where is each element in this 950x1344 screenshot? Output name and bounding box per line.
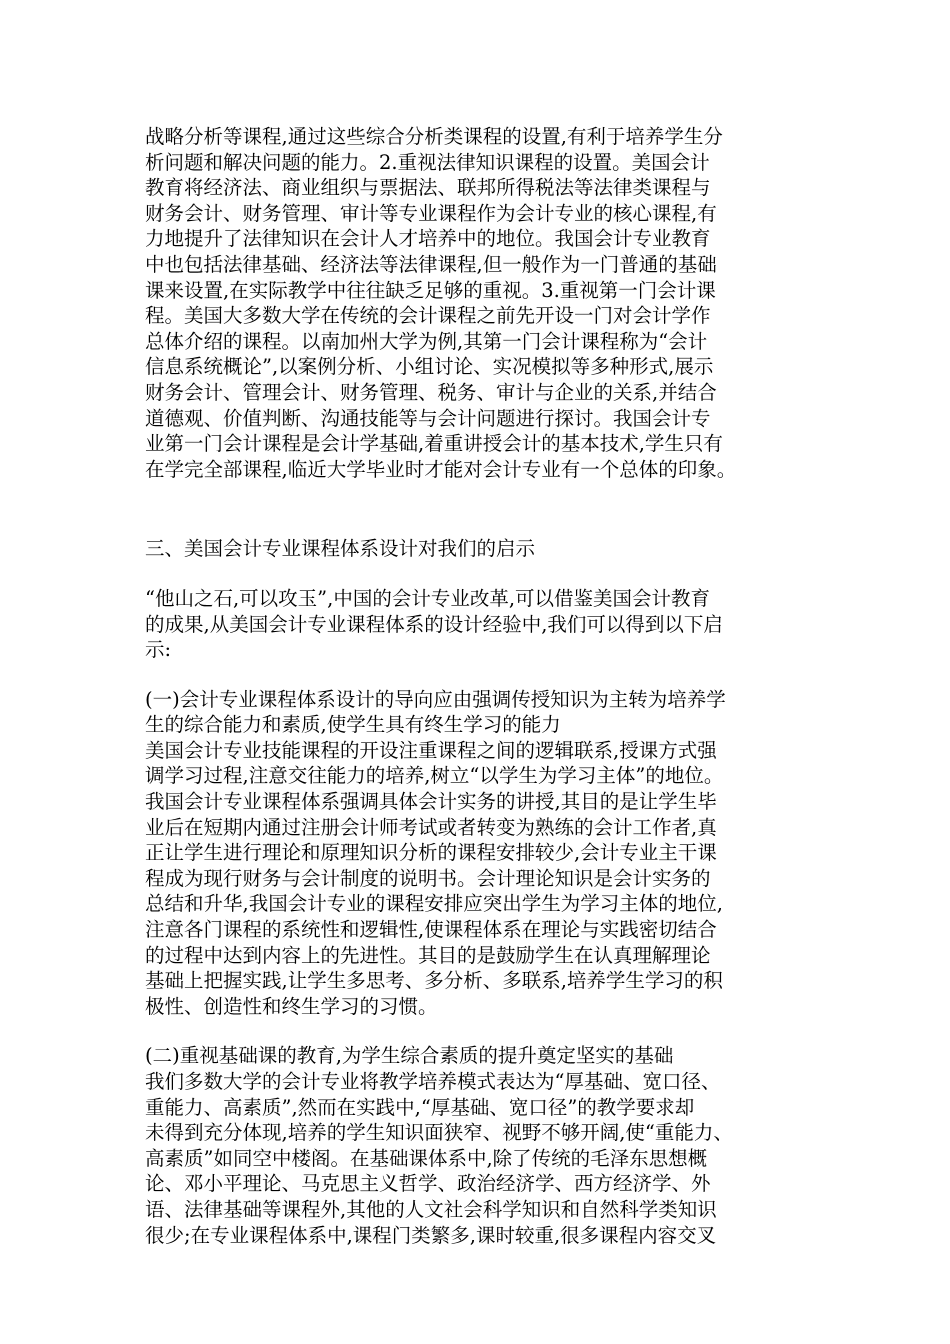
- text-line: 注意各门课程的系统性和逻辑性,使课程体系在理论与实践密切结合: [145, 918, 717, 942]
- intro-paragraph: [145, 586, 827, 663]
- text-line: 力地提升了法律知识在会计人才培养中的地位。我国会计专业教育: [145, 227, 711, 251]
- spacer: [145, 562, 827, 586]
- text-line: 教育将经济法、商业组织与票据法、联邦所得税法等法律类课程与: [145, 176, 711, 200]
- paragraph-skills-courses: [145, 738, 827, 1020]
- text-line: 中也包括法律基础、经济法等法律课程,但一般作为一门普通的基础: [145, 252, 717, 276]
- text-line: 业后在短期内通过注册会计师考试或者转变为熟练的会计工作者,真: [145, 815, 717, 839]
- text-line: 程。美国大多数大学在传统的会计课程之前先开设一门对会计学作: [145, 304, 711, 328]
- text-line: 道德观、价值判断、沟通技能等与会计问题进行探讨。我国会计专: [145, 406, 711, 430]
- text-line: 信息系统概论”,以案例分析、小组讨论、实况模拟等多种形式,展示: [145, 355, 714, 379]
- text-line: 总结和升华,我国会计专业的课程安排应突出学生为学习主体的地位,: [145, 892, 723, 916]
- text-line: 我国会计专业课程体系强调具体会计实务的讲授,其目的是让学生毕: [145, 790, 717, 814]
- text-line: 总体介绍的课程。以南加州大学为例,其第一门会计课程称为“会计: [145, 329, 708, 353]
- section-heading-text: 三、美国会计专业课程体系设计对我们的启示: [145, 537, 536, 561]
- text-line: 的成果,从美国会计专业课程体系的设计经验中,我们可以得到以下启: [145, 612, 723, 636]
- text-line: 未得到充分体现,培养的学生知识面狭窄、视野不够开阔,使“重能力、: [145, 1121, 733, 1145]
- text-line: 析问题和解决问题的能力。2.重视法律知识课程的设置。美国会计: [145, 150, 710, 174]
- text-line: 业第一门会计课程是会计学基础,着重讲授会计的基本技术,学生只有: [145, 432, 723, 456]
- text-line: 高素质”如同空中楼阁。在基础课体系中,除了传统的毛泽东思想概: [145, 1146, 708, 1170]
- section-heading: [145, 536, 827, 562]
- text-line: 财务会计、管理会计、财务管理、税务、审计与企业的关系,并结合: [145, 380, 717, 404]
- text-line: 正让学生进行理论和原理知识分析的课程安排较少,会计专业主干课: [145, 841, 717, 865]
- text-line: 财务会计、财务管理、审计等专业课程作为会计专业的核心课程,有: [145, 201, 717, 225]
- subheading-one: [145, 687, 827, 738]
- text-line: 示:: [145, 638, 172, 662]
- text-line: 战略分析等课程,通过这些综合分析类课程的设置,有利于培养学生分: [145, 125, 723, 148]
- text-line: 程成为现行财务与会计制度的说明书。会计理论知识是会计实务的: [145, 866, 711, 890]
- subheading-line: (二)重视基础课的教育,为学生综合素质的提升奠定坚实的基础: [145, 1044, 674, 1068]
- document-page: [145, 124, 827, 1248]
- spacer: [145, 482, 827, 536]
- text-line: 基础上把握实践,让学生多思考、多分析、多联系,培养学生学习的积: [145, 969, 723, 993]
- spacer: [145, 663, 827, 687]
- text-line: 我们多数大学的会计专业将教学培养模式表达为“厚基础、宽口径、: [145, 1070, 721, 1093]
- text-line: 在学完全部课程,临近大学毕业时才能对会计专业有一个总体的印象。: [145, 457, 737, 481]
- subheading-two: [145, 1043, 827, 1069]
- text-line: 美国会计专业技能课程的开设注重课程之间的逻辑联系,授课方式强: [145, 738, 717, 762]
- text-line: 课来设置,在实际教学中往往缺乏足够的重视。3.重视第一门会计课: [145, 278, 716, 302]
- paragraph-strategy-analysis: [145, 124, 827, 482]
- text-line: 论、邓小平理论、马克思主义哲学、政治经济学、西方经济学、外: [145, 1172, 711, 1196]
- text-line: 的过程中达到内容上的先进性。其目的是鼓励学生在认真理解理论: [145, 943, 711, 967]
- text-line: 重能力、高素质”,然而在实践中,“厚基础、宽口径”的教学要求却: [145, 1095, 695, 1119]
- subheading-line: (一)会计专业课程体系设计的导向应由强调传授知识为主转为培养学: [145, 687, 726, 711]
- paragraph-foundation-courses: [145, 1069, 827, 1248]
- text-line: 调学习过程,注意交往能力的培养,树立“以学生为学习主体”的地位。: [145, 764, 724, 788]
- subheading-line: 生的综合能力和素质,使学生具有终生学习的能力: [145, 713, 561, 737]
- spacer: [145, 1019, 827, 1043]
- text-line: 语、法律基础等课程外,其他的人文社会科学知识和自然科学类知识: [145, 1197, 717, 1221]
- text-line: 极性、创造性和终生学习的习惯。: [145, 994, 438, 1018]
- text-line: 很少;在专业课程体系中,课程门类繁多,课时较重,很多课程内容交叉: [145, 1223, 717, 1247]
- text-line: “他山之石,可以攻玉”,中国的会计专业改革,可以借鉴美国会计教育: [145, 586, 711, 610]
